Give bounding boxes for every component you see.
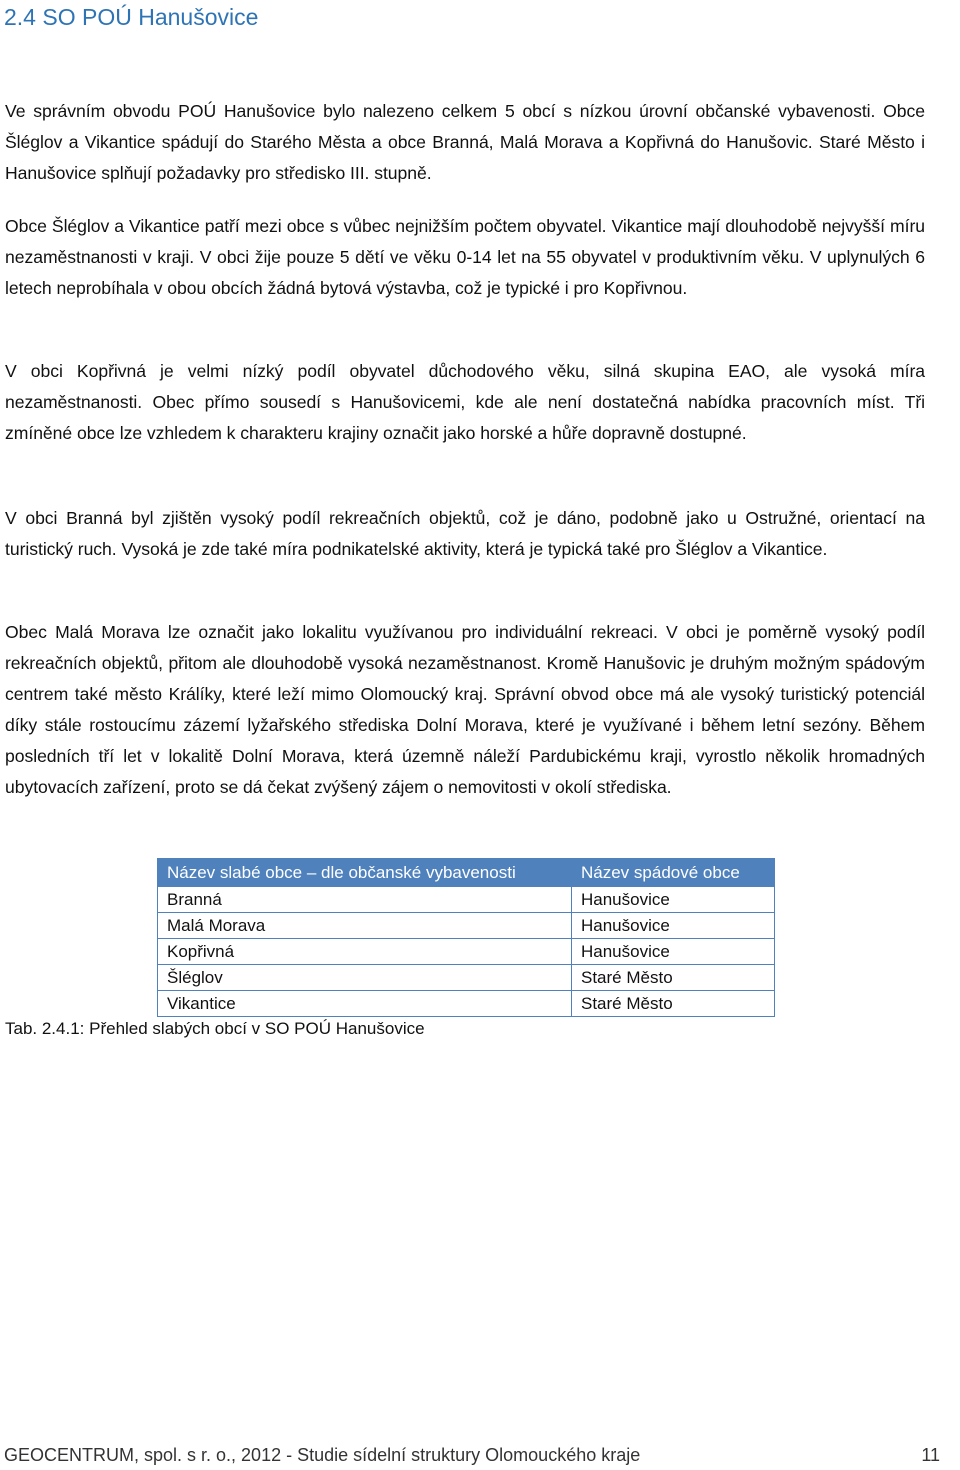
paragraph-1: Ve správním obvodu POÚ Hanušovice bylo nalezeno celkem 5 obcí s nízkou úrovní občanské vybavenosti. Obce Šléglov a Vikantice spádují do Starého Města a obce Branná, Malá Morava a Kopřivná do Hanušovic. Staré Město i Hanušovice splňují požadavky pro středisko III. stupně. bbox=[5, 101, 925, 183]
cell-catchment-municipality: Hanušovice bbox=[572, 913, 775, 939]
paragraph-2: Obce Šléglov a Vikantice patří mezi obce s vůbec nejnižším počtem obyvatel. Vikantice mají dlouhodobě nejvyšší míru nezaměstnanosti v kraji. V obci žije pouze 5 dětí ve věku 0-14 let na 55 obyvatel v produktivním věku. V uplynulých 6 letech neprobíhala v obou obcích žádná bytová výstavba, což je typické i pro Kopřivnou. bbox=[5, 216, 925, 298]
section-heading: 2.4 SO POÚ Hanušovice bbox=[4, 4, 259, 30]
cell-weak-municipality: Kopřivná bbox=[158, 939, 572, 965]
page-number: 11 bbox=[921, 1445, 940, 1465]
table-row bbox=[158, 913, 775, 939]
cell-weak-municipality: Šléglov bbox=[158, 965, 572, 991]
paragraph-3: V obci Kopřivná je velmi nízký podíl obyvatel důchodového věku, silná skupina EAO, ale vysoká míra nezaměstnanosti. Obec přímo sousedí s Hanušovicemi, kde ale není dostatečná nabídka pracovních míst. Tři zmíněné obce lze vzhledem k charakteru krajiny označit jako horské a hůře dopravně dostupné. bbox=[5, 361, 925, 443]
cell-weak-municipality: Branná bbox=[158, 887, 572, 913]
header-weak-municipality: Název slabé obce – dle občanské vybavenosti bbox=[158, 859, 572, 887]
weak-municipalities-table bbox=[157, 858, 775, 1017]
table-header-row bbox=[158, 859, 775, 887]
paragraph-5: Obec Malá Morava lze označit jako lokalitu využívanou pro individuální rekreaci. V obci je poměrně vysoký podíl rekreačních objektů, přitom ale dlouhodobě vysoká nezaměstnanost. Kromě Hanušovic je druhým možným spádovým centrem také město Králíky, které leží mimo Olomoucký kraj. Správní obvod obce má ale vysoký turistický potenciál díky stále rostoucímu zázemí lyžařského střediska Dolní Morava, které je využívané i během letní sezóny. Během posledních tří let v lokalitě Dolní Morava, která územně náleží Pardubickému kraji, vyrostlo několik hromadných ubytovacích zařízení, proto se dá čekat zvýšený zájem o nemovitosti v okolí střediska. bbox=[5, 622, 925, 797]
cell-catchment-municipality: Staré Město bbox=[572, 965, 775, 991]
paragraph-4: V obci Branná byl zjištěn vysoký podíl rekreačních objektů, což je dáno, podobně jako u Ostružné, orientací na turistický ruch. Vysoká je zde také míra podnikatelské aktivity, která je typická také pro Šléglov a Vikantice. bbox=[5, 508, 925, 559]
cell-catchment-municipality: Staré Město bbox=[572, 991, 775, 1017]
cell-catchment-municipality: Hanušovice bbox=[572, 887, 775, 913]
cell-catchment-municipality: Hanušovice bbox=[572, 939, 775, 965]
table-row bbox=[158, 887, 775, 913]
cell-weak-municipality: Malá Morava bbox=[158, 913, 572, 939]
table-row bbox=[158, 965, 775, 991]
header-catchment-municipality: Název spádové obce bbox=[572, 859, 775, 887]
table-caption: Tab. 2.4.1: Přehled slabých obcí v SO POÚ Hanušovice bbox=[5, 1019, 425, 1038]
cell-weak-municipality: Vikantice bbox=[158, 991, 572, 1017]
table-row bbox=[158, 939, 775, 965]
footer-text: GEOCENTRUM, spol. s r. o., 2012 - Studie sídelní struktury Olomouckého kraje bbox=[4, 1445, 641, 1465]
table-row bbox=[158, 991, 775, 1017]
